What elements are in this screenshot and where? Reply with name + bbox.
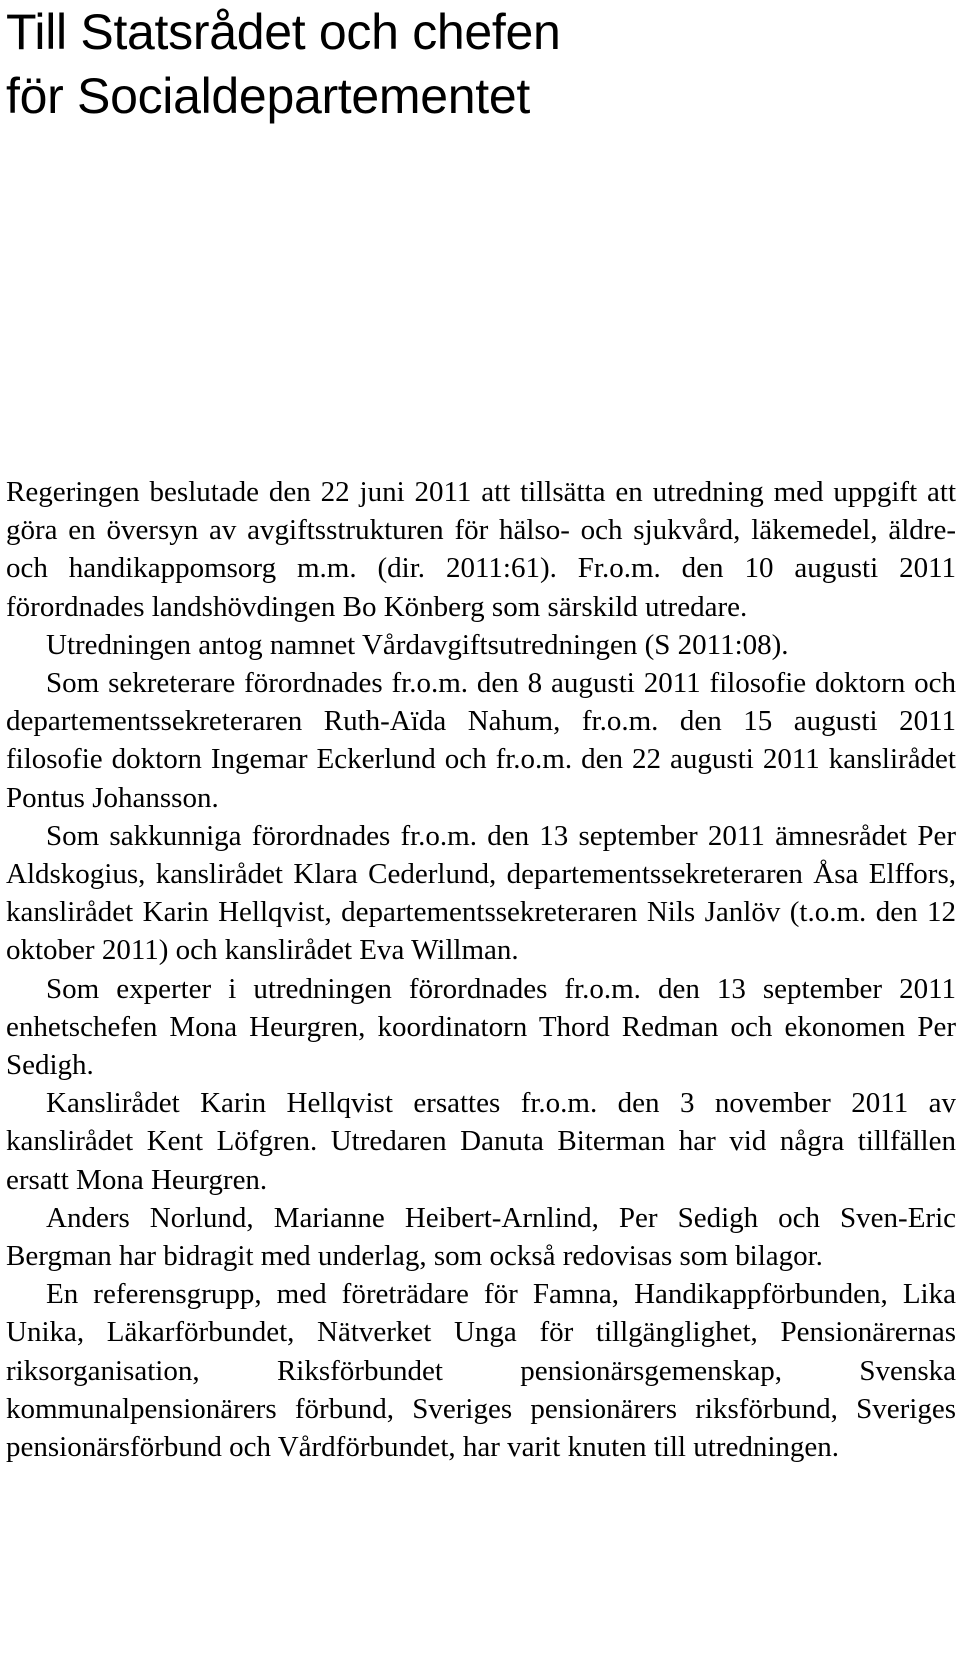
paragraph-assignment: Regeringen beslutade den 22 juni 2011 att tillsätta en utredning med uppgift att göra en översyn av avgiftsstrukturen för hälso- och sjukvård, läkemedel, äldre- och handikappomsorg m.m. (dir. 2011:61). Fr.o.m. den 10 augusti 2011 förordnades landshövdingen Bo Könberg som särskild utredare. <box>6 476 956 623</box>
paragraph-reference-group: En referensgrupp, med företrädare för Famna, Handikappförbunden, Lika Unika, Läkarförbundet, Nätverket Unga för tillgänglighet, Pensionärernas riksorganisation, Riksförbundet pensionärsgemenskap, Svenska kommunalpensionärers förbund, Sveriges pensionärers riksförbund, Sveriges pensionärsförbund och Vårdförbundet, har varit knuten till utredningen. <box>6 1278 956 1464</box>
paragraph-replacements: Kanslirådet Karin Hellqvist ersattes fr.o.m. den 3 november 2011 av kanslirådet Kent Löfgren. Utredaren Danuta Biterman har vid några tillfällen ersatt Mona Heurgren. <box>6 1087 956 1196</box>
paragraph-contributors: Anders Norlund, Marianne Heibert-Arnlind, Per Sedigh och Sven-Eric Bergman har bidragit med underlag, som också redovisas som bilagor. <box>6 1201 956 1273</box>
paragraph-experts: Som experter i utredningen förordnades fr.o.m. den 13 september 2011 enhetschefen Mona Heurgren, koordinatorn Thord Redman och ekonomen Per Sedigh. <box>6 972 956 1082</box>
paragraph-experts-appointed: Som sakkunniga förordnades fr.o.m. den 13 september 2011 ämnesrådet Per Aldskogius, kanslirådet Klara Cederlund, departementssekreteraren Åsa Elffors, kanslirådet Karin Hellqvist, departementssekreteraren Nils Janlöv (t.o.m. den 12 oktober 2011) och kanslirådet Eva Willman. <box>6 819 956 967</box>
title-line-1: Till Statsrådet och chefen <box>6 4 561 60</box>
body-text <box>6 473 956 1466</box>
paragraph-secretaries: Som sekreterare förordnades fr.o.m. den 8 augusti 2011 filosofie doktorn och departementssekreteraren Ruth-Aïda Nahum, fr.o.m. den 15 augusti 2011 filosofie doktorn Ingemar Eckerlund och fr.o.m. den 22 augusti 2011 kanslirådet Pontus Johansson. <box>6 667 956 814</box>
page-title <box>6 0 561 128</box>
paragraph-name: Utredningen antog namnet Vårdavgiftsutredningen (S 2011:08). <box>46 628 789 661</box>
title-line-2: för Socialdepartementet <box>6 68 530 124</box>
